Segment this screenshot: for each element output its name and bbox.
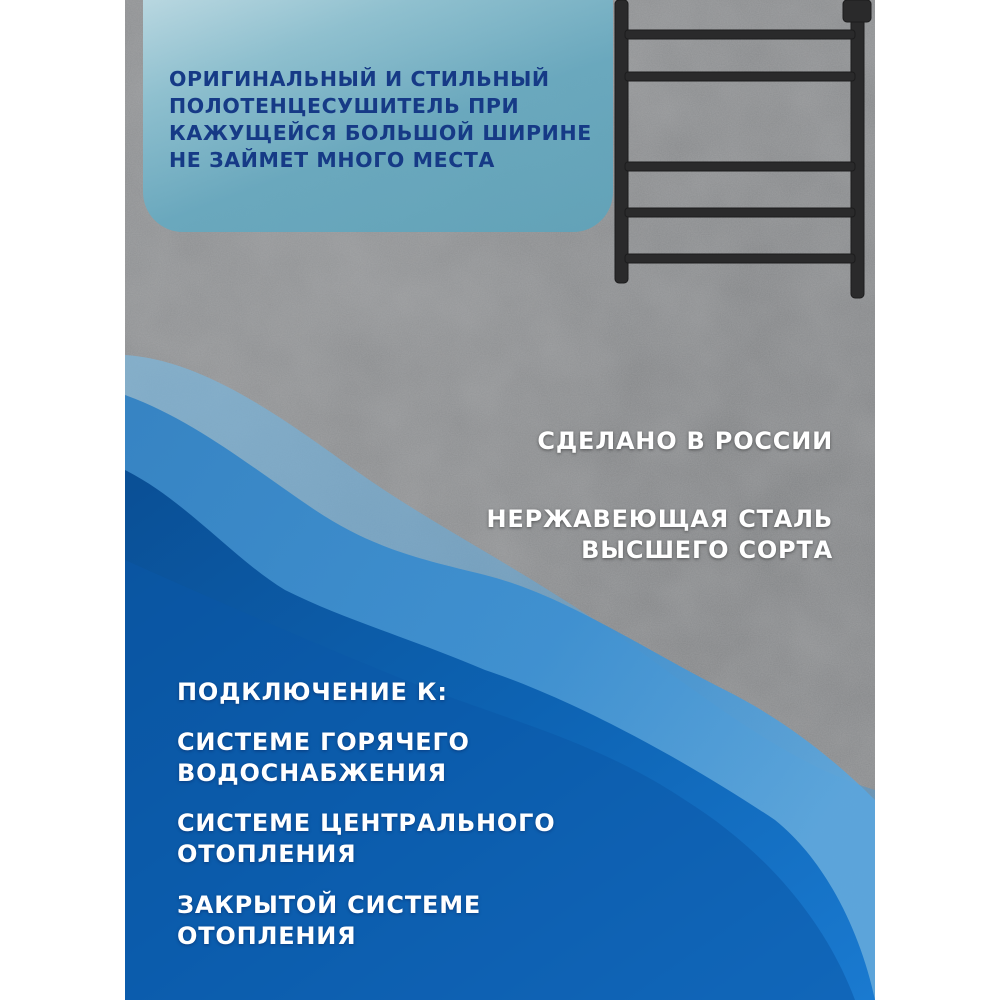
connection-heading: ПОДКЛЮЧЕНИЕ К:	[177, 678, 448, 706]
banner-text: ОРИГИНАЛЬНЫЙ И СТИЛЬНЫЙ ПОЛОТЕНЦЕСУШИТЕЛЬ ПРИ КАЖУЩЕЙСЯ БОЛЬШОЙ ШИРИНЕ НЕ ЗАЙМЕТ МНОГО МЕСТА	[169, 67, 592, 172]
steel-grade-text	[487, 504, 834, 566]
made-in-russia-text: СДЕЛАНО В РОССИИ	[537, 427, 833, 455]
steel-grade-line1: НЕРЖАВЕЮЩАЯ СТАЛЬ	[486, 505, 833, 533]
steel-grade-line2: ВЫСШЕГО СОРТА	[581, 536, 833, 564]
connection-item-central-heating: СИСТЕМЕ ЦЕНТРАЛЬНОГО ОТОПЛЕНИЯ	[177, 809, 556, 868]
product-card	[125, 0, 875, 1000]
connection-item-closed-heating: ЗАКРЫТОЙ СИСТЕМЕ ОТОПЛЕНИЯ	[177, 891, 482, 950]
connection-item-hot-water: СИСТЕМЕ ГОРЯЧЕГО ВОДОСНАБЖЕНИЯ	[177, 728, 470, 787]
